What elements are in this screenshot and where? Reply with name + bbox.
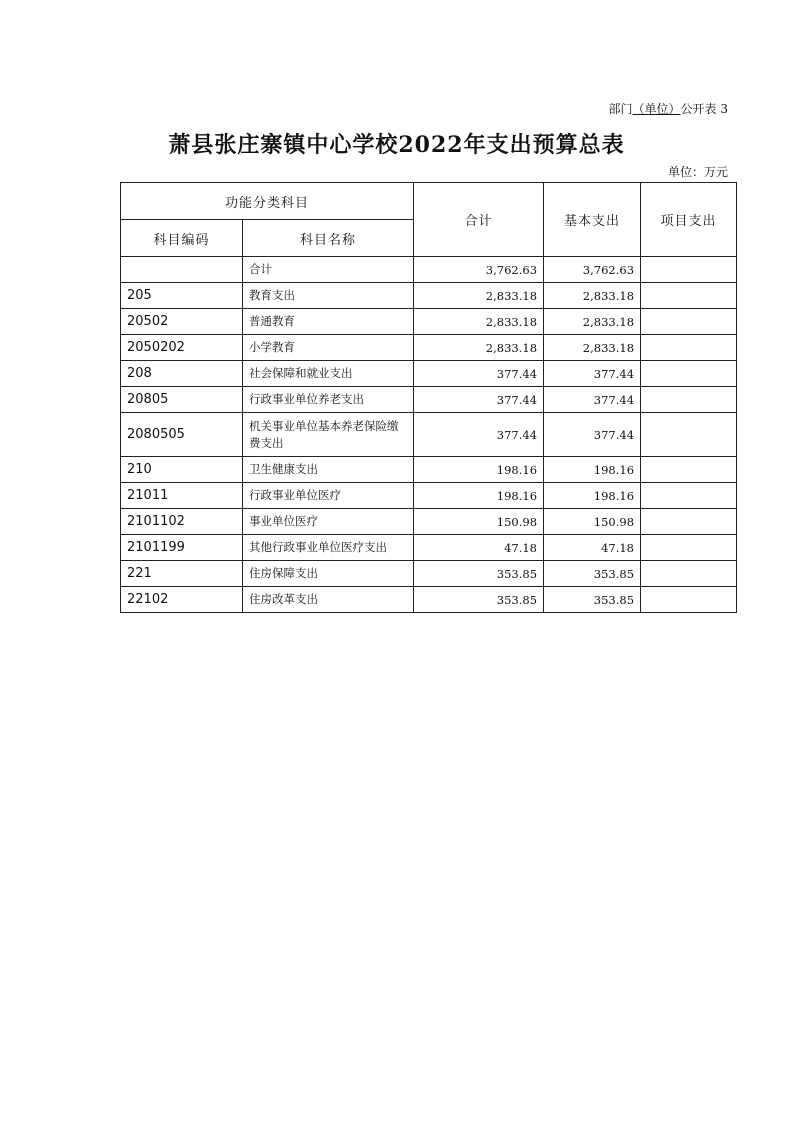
project-cell bbox=[641, 483, 737, 509]
basic-cell: 2,833.18 bbox=[544, 283, 641, 309]
table-row bbox=[121, 335, 737, 361]
name-cell: 普通教育 bbox=[243, 309, 414, 335]
doc-code-suffix: 公开表 3 bbox=[680, 102, 728, 116]
doc-code-unit: （单位） bbox=[632, 102, 681, 116]
total-cell: 150.98 bbox=[414, 509, 544, 535]
total-cell: 377.44 bbox=[414, 413, 544, 457]
total-cell: 377.44 bbox=[414, 387, 544, 413]
name-cell: 机关事业单位基本养老保险缴费支出 bbox=[243, 413, 414, 457]
table-row bbox=[121, 309, 737, 335]
header-code: 科目编码 bbox=[121, 220, 243, 257]
doc-code-prefix: 部门 bbox=[608, 102, 633, 116]
total-cell: 47.18 bbox=[414, 535, 544, 561]
code-cell: 2050202 bbox=[121, 335, 243, 361]
table-row bbox=[121, 413, 737, 457]
header-total: 合计 bbox=[414, 183, 544, 257]
table-row bbox=[121, 587, 737, 613]
name-cell: 住房改革支出 bbox=[243, 587, 414, 613]
name-cell: 小学教育 bbox=[243, 335, 414, 361]
page-title: 萧县张庄寨镇中心学校2022年支出预算总表 bbox=[168, 132, 625, 158]
basic-cell: 377.44 bbox=[544, 413, 641, 457]
name-cell: 社会保障和就业支出 bbox=[243, 361, 414, 387]
code-cell: 2101199 bbox=[121, 535, 243, 561]
project-cell bbox=[641, 361, 737, 387]
name-cell: 卫生健康支出 bbox=[243, 457, 414, 483]
project-cell bbox=[641, 457, 737, 483]
total-cell: 2,833.18 bbox=[414, 283, 544, 309]
table-row bbox=[121, 535, 737, 561]
project-cell bbox=[641, 587, 737, 613]
basic-cell: 353.85 bbox=[544, 561, 641, 587]
project-cell bbox=[641, 309, 737, 335]
project-cell bbox=[641, 413, 737, 457]
code-cell: 22102 bbox=[121, 587, 243, 613]
project-cell bbox=[641, 335, 737, 361]
project-cell bbox=[641, 509, 737, 535]
table-row bbox=[121, 457, 737, 483]
basic-cell: 2,833.18 bbox=[544, 335, 641, 361]
basic-cell: 198.16 bbox=[544, 457, 641, 483]
total-cell: 377.44 bbox=[414, 361, 544, 387]
header-basic: 基本支出 bbox=[544, 183, 641, 257]
basic-cell: 3,762.63 bbox=[544, 257, 641, 283]
table-row bbox=[121, 257, 737, 283]
name-cell: 其他行政事业单位医疗支出 bbox=[243, 535, 414, 561]
name-cell: 行政事业单位养老支出 bbox=[243, 387, 414, 413]
code-cell: 21011 bbox=[121, 483, 243, 509]
name-cell: 教育支出 bbox=[243, 283, 414, 309]
table-row bbox=[121, 483, 737, 509]
code-cell: 20805 bbox=[121, 387, 243, 413]
total-cell: 353.85 bbox=[414, 587, 544, 613]
code-cell bbox=[121, 257, 243, 283]
name-cell: 事业单位医疗 bbox=[243, 509, 414, 535]
document-code bbox=[609, 100, 728, 117]
project-cell bbox=[641, 561, 737, 587]
basic-cell: 150.98 bbox=[544, 509, 641, 535]
project-cell bbox=[641, 535, 737, 561]
project-cell bbox=[641, 387, 737, 413]
total-cell: 353.85 bbox=[414, 561, 544, 587]
code-cell: 2101102 bbox=[121, 509, 243, 535]
table-row bbox=[121, 387, 737, 413]
table-body bbox=[121, 257, 737, 613]
total-cell: 198.16 bbox=[414, 483, 544, 509]
table-row bbox=[121, 509, 737, 535]
name-cell: 行政事业单位医疗 bbox=[243, 483, 414, 509]
table-row bbox=[121, 361, 737, 387]
table-row bbox=[121, 283, 737, 309]
basic-cell: 377.44 bbox=[544, 361, 641, 387]
total-cell: 198.16 bbox=[414, 457, 544, 483]
code-cell: 210 bbox=[121, 457, 243, 483]
basic-cell: 47.18 bbox=[544, 535, 641, 561]
basic-cell: 353.85 bbox=[544, 587, 641, 613]
code-cell: 20502 bbox=[121, 309, 243, 335]
code-cell: 205 bbox=[121, 283, 243, 309]
budget-table bbox=[120, 182, 737, 613]
table-row bbox=[121, 561, 737, 587]
code-cell: 2080505 bbox=[121, 413, 243, 457]
code-cell: 221 bbox=[121, 561, 243, 587]
name-cell: 住房保障支出 bbox=[243, 561, 414, 587]
basic-cell: 198.16 bbox=[544, 483, 641, 509]
basic-cell: 2,833.18 bbox=[544, 309, 641, 335]
header-project: 项目支出 bbox=[641, 183, 737, 257]
total-cell: 2,833.18 bbox=[414, 335, 544, 361]
project-cell bbox=[641, 257, 737, 283]
project-cell bbox=[641, 283, 737, 309]
total-cell: 2,833.18 bbox=[414, 309, 544, 335]
total-cell: 3,762.63 bbox=[414, 257, 544, 283]
code-cell: 208 bbox=[121, 361, 243, 387]
unit-label: 单位：万元 bbox=[667, 165, 728, 179]
name-cell: 合计 bbox=[243, 257, 414, 283]
basic-cell: 377.44 bbox=[544, 387, 641, 413]
header-function-category: 功能分类科目 bbox=[121, 183, 414, 220]
header-name: 科目名称 bbox=[243, 220, 414, 257]
